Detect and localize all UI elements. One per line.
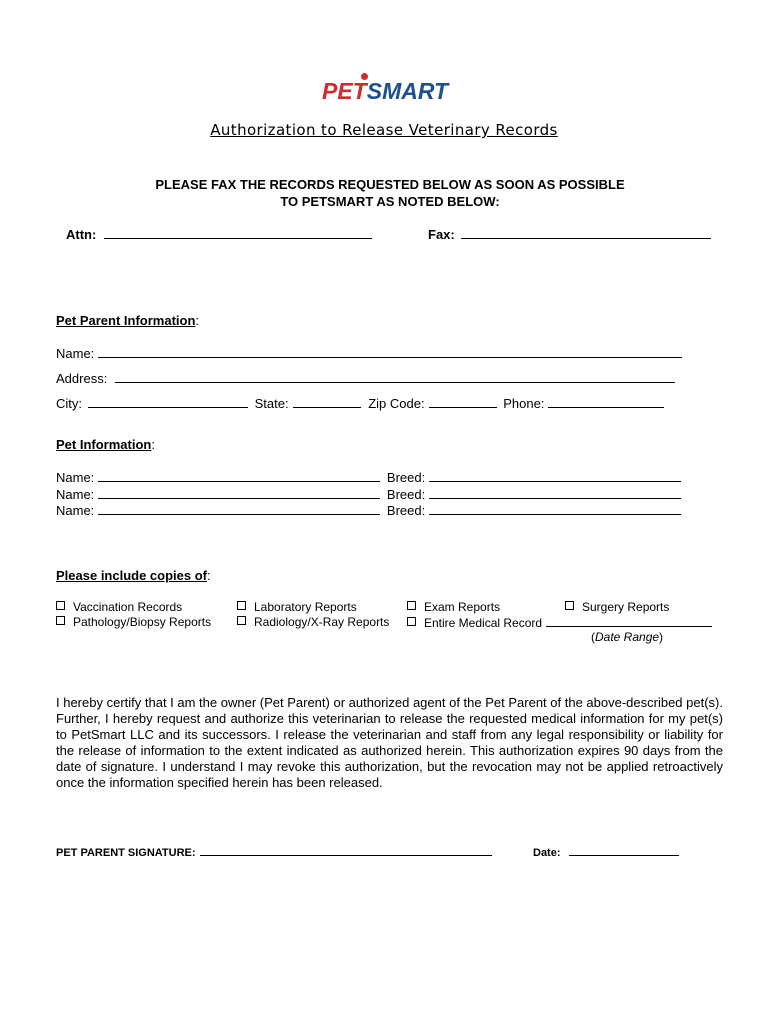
date-row [533, 845, 679, 859]
breed-label: Breed: [386, 470, 426, 485]
zip-field[interactable] [429, 395, 497, 408]
attn-row [66, 226, 372, 242]
date-label: Date: [533, 847, 561, 859]
checkbox-icon[interactable] [56, 601, 65, 610]
option-pathology[interactable]: Pathology/Biopsy Reports [56, 615, 211, 629]
option-exam[interactable]: Exam Reports [407, 600, 500, 614]
fax-row [428, 226, 711, 242]
breed-label: Breed: [386, 487, 426, 502]
checkbox-icon[interactable] [565, 601, 574, 610]
form-title: Authorization to Release Veterinary Records [210, 121, 558, 139]
pet-parent-heading: Pet Parent Information: [56, 313, 200, 328]
fax-label: Fax: [428, 227, 455, 242]
fax-notice-line1: PLEASE FAX THE RECORDS REQUESTED BELOW AS SOON AS POSSIBLE [155, 177, 625, 192]
signature-row [56, 845, 492, 859]
date-range-caption: (Date Range) [591, 630, 664, 644]
pet-name-label: Name: [56, 503, 95, 518]
petsmart-logo [322, 68, 458, 106]
pet-name-field[interactable] [98, 502, 380, 515]
signature-label: PET PARENT SIGNATURE: [56, 847, 196, 859]
checkbox-icon[interactable] [237, 616, 246, 625]
option-vaccination[interactable]: Vaccination Records [56, 600, 182, 614]
option-laboratory[interactable]: Laboratory Reports [237, 600, 357, 614]
parent-name-row [56, 345, 682, 361]
copies-heading: Please include copies of: [56, 568, 211, 583]
pet-name-field[interactable] [98, 486, 380, 499]
option-surgery[interactable]: Surgery Reports [565, 600, 669, 614]
checkbox-icon[interactable] [407, 601, 416, 610]
breed-field[interactable] [429, 502, 681, 515]
pet-row-3 [56, 502, 681, 518]
parent-address-label: Address: [56, 371, 108, 386]
zip-label: Zip Code: [368, 396, 425, 411]
state-label: State: [254, 396, 289, 411]
fax-notice [0, 176, 768, 210]
pet-name-label: Name: [56, 487, 95, 502]
certification-text: I hereby certify that I am the owner (Pet Parent) or authorized agent of the Pet Parent of the above-described pet(s). Further, I hereby request and authorize this veterinarian to release the requested medical information for my pet(s) to PetSmart LLC and its successors. I release the veterinarian and staff from any legal responsibility or liability for the release of information to the extent indicated as authorized herein. This authorization expires 90 days from the date of signature. I understand I may revoke this authorization, but the revocation may not be applied retroactively once the information specified herein has been released. [56, 695, 723, 790]
pet-info-heading: Pet Information: [56, 437, 155, 452]
option-radiology[interactable]: Radiology/X-Ray Reports [237, 615, 389, 629]
parent-address-row [56, 370, 675, 386]
parent-city-row [56, 395, 664, 411]
logo-text-smart: SMART [366, 78, 449, 104]
city-label: City: [56, 396, 82, 411]
pet-row-2 [56, 486, 681, 502]
checkbox-icon[interactable] [407, 617, 416, 626]
breed-label: Breed: [386, 503, 426, 518]
city-field[interactable] [88, 395, 248, 408]
parent-name-label: Name: [56, 346, 95, 361]
checkbox-icon[interactable] [237, 601, 246, 610]
date-field[interactable] [569, 845, 679, 856]
attn-field[interactable] [104, 226, 372, 239]
attn-label: Attn: [66, 227, 97, 242]
fax-notice-line2: TO PETSMART AS NOTED BELOW: [280, 194, 500, 209]
option-entire-record[interactable]: Entire Medical Record [407, 615, 712, 630]
logo-text-pet: PET [322, 78, 367, 104]
pet-name-field[interactable] [98, 469, 380, 482]
parent-address-field[interactable] [115, 370, 675, 383]
phone-label: Phone: [503, 396, 545, 411]
signature-field[interactable] [200, 845, 492, 856]
checkbox-icon[interactable] [56, 616, 65, 625]
parent-name-field[interactable] [98, 345, 682, 358]
pet-name-label: Name: [56, 470, 95, 485]
breed-field[interactable] [429, 469, 681, 482]
pet-row-1 [56, 469, 681, 485]
state-field[interactable] [293, 395, 361, 408]
fax-field[interactable] [461, 226, 711, 239]
entire-record-date-field[interactable] [546, 615, 712, 627]
breed-field[interactable] [429, 486, 681, 499]
phone-field[interactable] [548, 395, 664, 408]
